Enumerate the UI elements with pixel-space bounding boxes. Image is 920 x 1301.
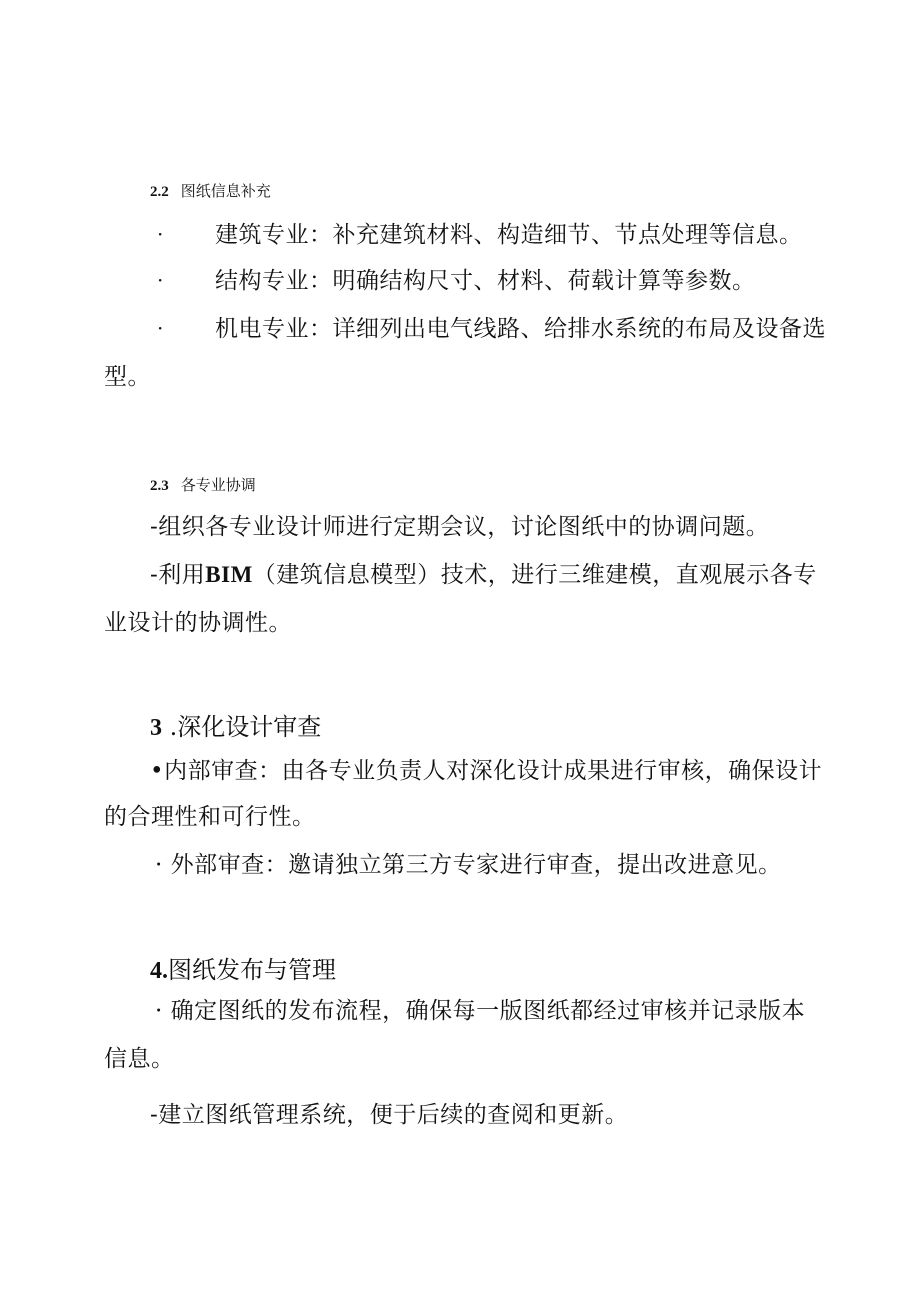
paragraph-line: -建立图纸管理系统，便于后续的查阅和更新。 <box>150 1102 629 1128</box>
bullet: · <box>157 268 164 292</box>
bim-term: BIM <box>205 562 253 587</box>
section-2-3-heading <box>150 474 256 495</box>
text-segment: -利用 <box>150 562 206 588</box>
section-title: 各专业协调 <box>180 476 256 494</box>
paragraph-line: 信息。 <box>104 1046 175 1072</box>
paragraph-line: · 确定图纸的发布流程，确保每一版图纸都经过审核并记录版本 <box>155 998 806 1024</box>
paragraph-line: -组织各专业设计师进行定期会议，讨论图纸中的协调问题。 <box>150 514 770 540</box>
bullet: · <box>157 222 164 246</box>
list-item: 建筑专业：补充建筑材料、构造细节、节点处理等信息。 <box>215 222 803 248</box>
text-segment: （建筑信息模型）技术，进行三维建模，直观展示各专 <box>252 562 817 588</box>
section-title: .深化设计审查 <box>169 713 322 741</box>
section-title: 图纸信息补充 <box>180 182 271 200</box>
section-number: 2.3 <box>150 478 169 494</box>
paragraph-line: 业设计的协调性。 <box>104 610 292 636</box>
section-title: 图纸发布与管理 <box>168 956 336 984</box>
bullet: · <box>157 316 164 340</box>
section-number: 3 <box>150 715 162 741</box>
paragraph-line: •内部审查：由各专业负责人对深化设计成果进行审核，确保设计 <box>150 758 823 784</box>
section-2-2-heading <box>150 180 271 201</box>
section-4-heading <box>150 950 336 985</box>
section-3-heading <box>150 707 321 742</box>
paragraph-line <box>150 560 817 590</box>
paragraph-line: · 外部审查：邀请独立第三方专家进行审查，提出改进意见。 <box>155 852 782 878</box>
list-item: 机电专业：详细列出电气线路、给排水系统的布局及设备选 <box>215 316 826 342</box>
section-number: 4. <box>150 958 168 984</box>
list-item: 结构专业：明确结构尺寸、材料、荷载计算等参数。 <box>215 268 756 294</box>
list-item-continuation: 型。 <box>104 364 151 390</box>
section-number: 2.2 <box>150 184 169 200</box>
paragraph-line: 的合理性和可行性。 <box>104 804 316 830</box>
